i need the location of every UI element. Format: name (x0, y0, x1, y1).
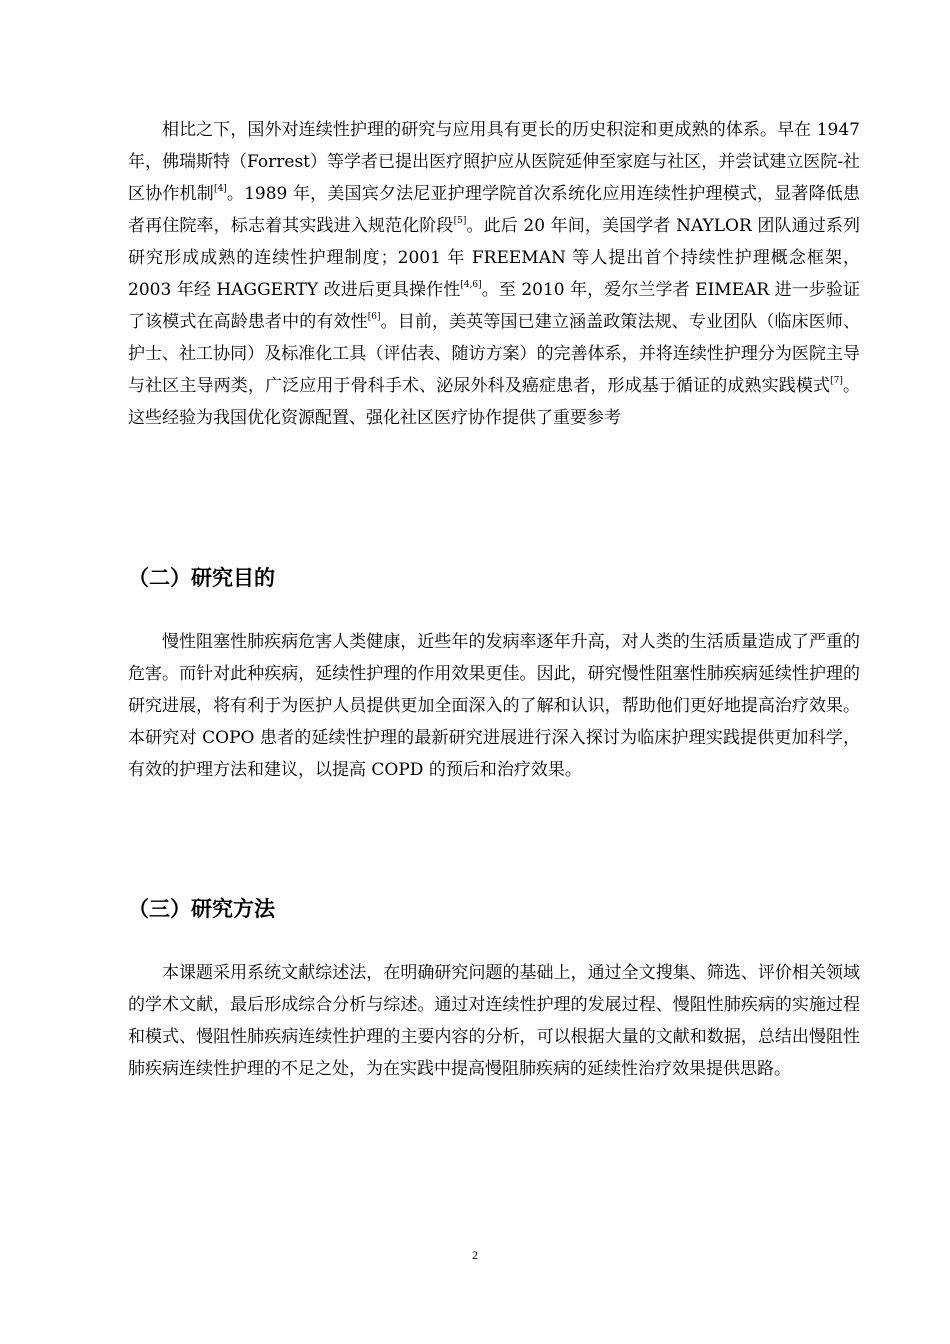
paragraph-text: 相比之下，国外对连续性护理的研究与应用具有更长的历史积淀和更成熟的体系。早在 1947 年，佛瑞斯特（Forrest）等学者已提出医疗照护应从医院延伸至家庭与社区，并尝试建立医院-社区协作机制 (128, 120, 860, 204)
paragraph-background-international (128, 114, 860, 434)
citation-ref: [4,6] (460, 280, 482, 290)
section-heading-research-method: （三）研究方法 (128, 897, 275, 921)
paragraph-text: 。此后 20 年间，美国学者 NAYLOR 团队通过系列研究形成成熟的连续性护理制度；2001 年 FREEMAN 等人提出首个持续性护理概念框架，2003 年经 HAGGERTY 改进后更具操作性 (128, 216, 860, 300)
citation-ref: [5] (453, 216, 467, 226)
paragraph-text: 。这些经验为我国优化资源配置、强化社区医疗协作提供了重要参考 (128, 376, 860, 428)
paragraph-research-purpose: 慢性阻塞性肺疾病危害人类健康，近些年的发病率逐年升高，对人类的生活质量造成了严重的危害。而针对此种疾病，延续性护理的作用效果更佳。因此，研究慢性阻塞性肺疾病延续性护理的研究进展，将有利于为医护人员提供更加全面深入的了解和认识，帮助他们更好地提高治疗效果。本研究对 COPO 患者的延续性护理的最新研究进展进行深入探讨为临床护理实践提供更加科学，有效的护理方法和建议，以提高 COPD 的预后和治疗效果。 (128, 632, 860, 780)
paragraph-text: 。目前，美英等国已建立涵盖政策法规、专业团队（临床医师、护士、社工协同）及标准化工具（评估表、随访方案）的完善体系，并将连续性护理分为医院主导与社区主导两类，广泛应用于骨科手术、泌尿外科及癌症患者，形成基于循证的成熟实践模式 (128, 312, 860, 396)
paragraph-text: 。1989 年，美国宾夕法尼亚护理学院首次系统化应用连续性护理模式，显著降低患者再住院率，标志着其实践进入规范化阶段 (128, 184, 860, 236)
citation-ref: [6] (367, 312, 381, 322)
page-number: 2 (472, 1248, 478, 1262)
paragraph-text: 。至 2010 年，爱尔兰学者 EIMEAR 进一步验证了该模式在高龄患者中的有效性 (128, 280, 860, 332)
citation-ref: [7] (830, 376, 843, 386)
paragraph-research-method: 本课题采用系统文献综述法，在明确研究问题的基础上，通过全文搜集、筛选、评价相关领域的学术文献，最后形成综合分析与综述。通过对连续性护理的发展过程、慢阻性肺疾病的实施过程和模式、慢阻性肺疾病连续性护理的主要内容的分析，可以根据大量的文献和数据，总结出慢阻性肺疾病连续性护理的不足之处，为在实践中提高慢阻肺疾病的延续性治疗效果提供思路。 (128, 963, 860, 1079)
citation-ref: [4] (213, 184, 227, 194)
section-heading-research-purpose: （二）研究目的 (128, 566, 275, 590)
